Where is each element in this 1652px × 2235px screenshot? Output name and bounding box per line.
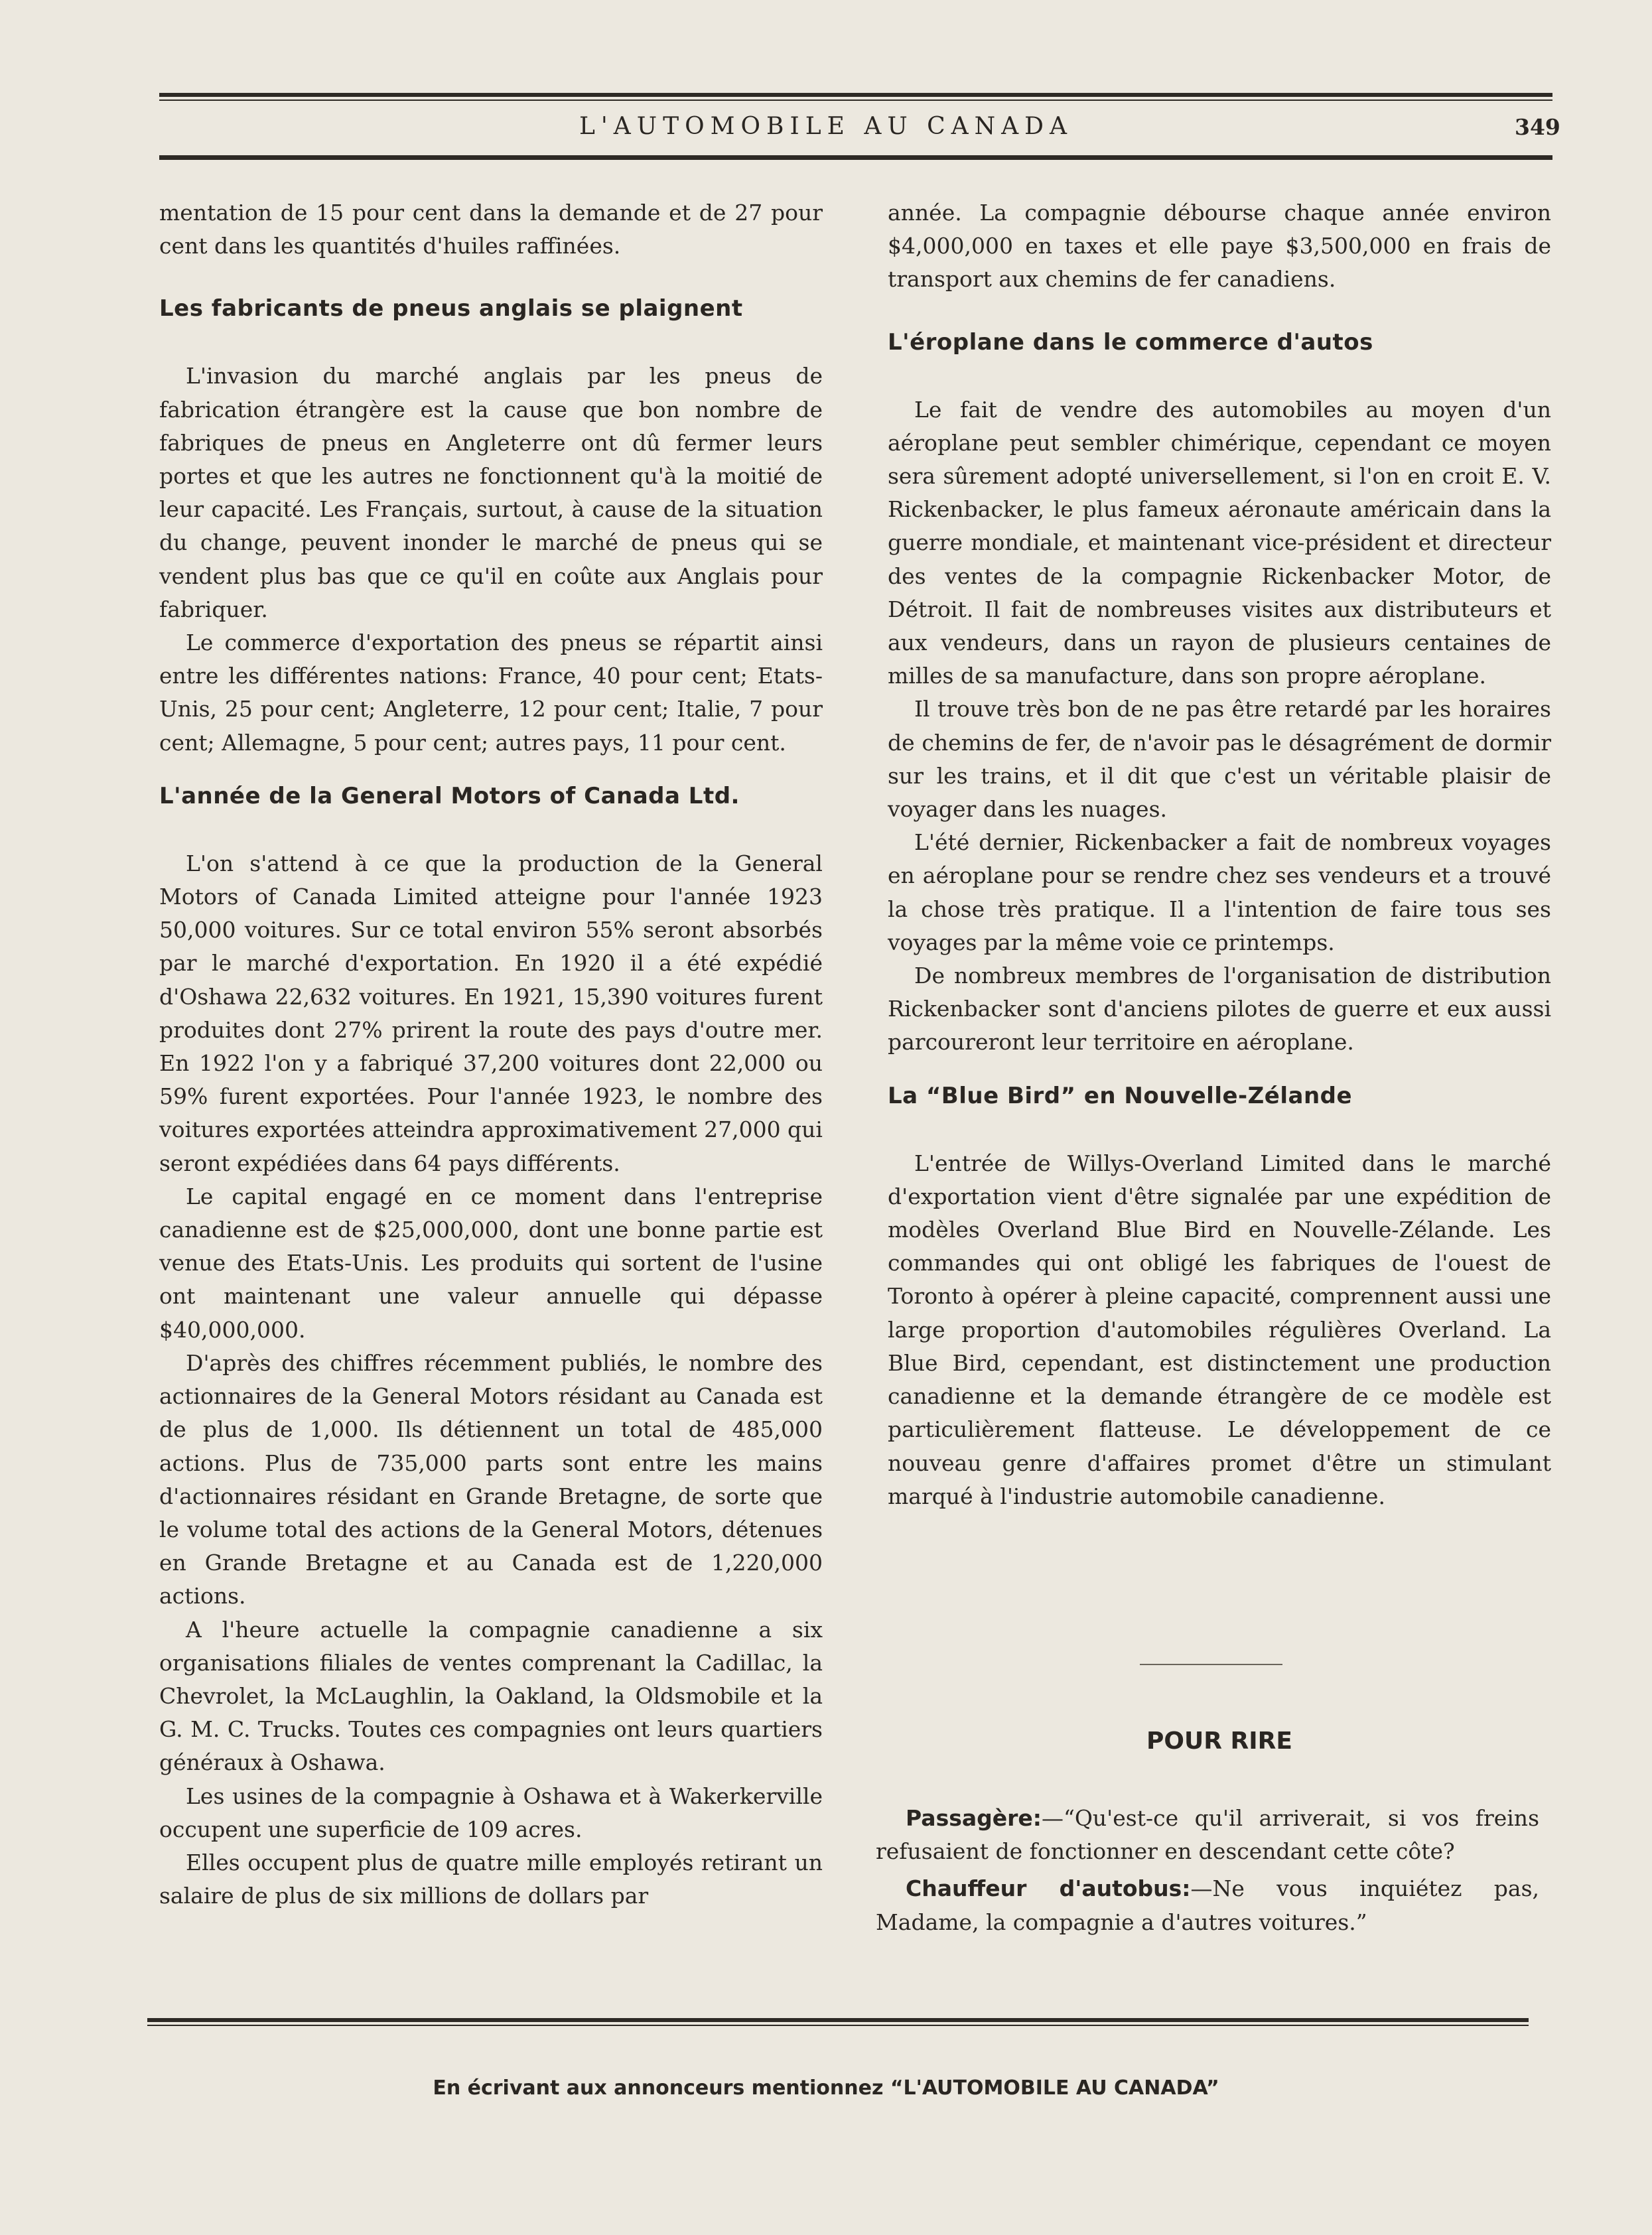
paragraph: L'été dernier, Rickenbacker a fait de nombreux voyages en aéroplane pour se rendre chez ses vendeurs et a trouvé la chose très pratique. Il a l'intention de faire tous ses voyages par la même voie ce printemps. [888,829,1551,955]
heading-blue-bird: La “Blue Bird” en Nouvelle-Zélande [888,1082,1353,1109]
joke-line [876,1872,1539,1938]
footer-thin-rule [147,2025,1529,2026]
paragraph: De nombreux membres de l'organisation de distribution Rickenbacker sont d'anciens pilotes de guerre et eux aussi parcoureront leur territoire en aéroplane. [888,963,1551,1055]
paragraph: Il trouve très bon de ne pas être retardé par les horaires de chemins de fer, de n'avoir pas le désagrément de dormir sur les trains, et il dit que c'est un véritable plaisir de voyager dans les nuages. [888,696,1551,823]
joke-speaker: Chauffeur d'autobus: [906,1875,1191,1902]
section-divider [1140,1664,1282,1665]
heading-aeroplane: L'éroplane dans le commerce d'autos [888,328,1373,356]
header-top-thin-rule [159,100,1552,101]
heading-pour-rire: POUR RIRE [1146,1727,1292,1755]
header-top-rule [159,93,1552,97]
footer-notice: En écrivant aux annonceurs mentionnez “L'AUTOMOBILE AU CANADA” [433,2076,1219,2100]
heading-pneus-anglais: Les fabricants de pneus anglais se plaignent [159,295,743,322]
paragraph: D'après des chiffres récemment publiés, le nombre des actionnaires de la General Motors résidant au Canada est de plus de 1,000. Ils détiennent un total de 485,000 actions. Plus de 735,000 parts sont entre les mains d'actionnaires résidant en Grande Bretagne, de sorte que le volume total des actions de la General Motors, détenues en Grande Bretagne et au Canada est de 1,220,000 actions. [159,1349,823,1609]
heading-general-motors: L'année de la General Motors of Canada Ltd. [159,782,740,809]
right-intro-paragraph: année. La compagnie débourse chaque année environ $4,000,000 en taxes et elle paye $3,500,000 en frais de transport aux chemins de fer canadiens. [888,200,1551,293]
paragraph: Le capital engagé en ce moment dans l'entreprise canadienne est de $25,000,000, dont une bonne partie est venue des Etats-Unis. Les produits qui sortent de l'usine ont maintenant une valeur annuelle qui dépasse $40,000,000. [159,1183,823,1343]
paragraph: L'on s'attend à ce que la production de la General Motors of Canada Limited atteigne pour l'année 1923 50,000 voitures. Sur ce total environ 55% seront absorbés par le marché d'exportation. En 1920 il a été expédié d'Oshawa 22,632 voitures. En 1921, 15,390 voitures furent produites dont 27% prirent la route des pays d'outre mer. En 1922 l'on y a fabriqué 37,200 voitures dont 22,000 ou 59% furent exportées. Pour l'année 1923, le nombre des voitures exportées atteindra approximativement 27,000 qui seront expédiées dans 64 pays différents. [159,850,823,1176]
footer-rule [147,2018,1529,2022]
paragraph: L'invasion du marché anglais par les pneus de fabrication étrangère est la cause que bon nombre de fabriques de pneus en Angleterre ont dû fermer leurs portes et que les autres ne fonctionnent qu'à la moitié de leur capacité. Les Français, surtout, à cause de la situation du change, peuvent inonder le marché de pneus qui se vendent plus bas que ce qu'il en coûte aux Anglais pour fabriquer. [159,363,823,622]
left-intro-paragraph: mentation de 15 pour cent dans la demande et de 27 pour cent dans les quantités d'huiles raffinées. [159,200,823,259]
paragraph: Le fait de vendre des automobiles au moyen d'un aéroplane peut sembler chimérique, cependant ce moyen sera sûrement adopté universellement, si l'on en croit E. V. Rickenbacker, le plus fameux aéronaute américain dans la guerre mondiale, et maintenant vice-président et directeur des ventes de la compagnie Rickenbacker Motor, de Détroit. Il fait de nombreuses visites aux distributeurs et aux vendeurs, dans un rayon de plusieurs centaines de milles de sa manufacture, dans son propre aéroplane. [888,396,1551,689]
joke-block [876,1802,1539,1943]
paragraph: Elles occupent plus de quatre mille employés retirant un salaire de plus de six millions de dollars par [159,1849,823,1909]
running-head-title: L'AUTOMOBILE AU CANADA [579,113,1073,140]
joke-text: —“Qu'est-ce qu'il arriverait, si vos freins refusaient de fonctionner en descendant cette côte? [876,1805,1539,1865]
header-bottom-rule [159,155,1552,160]
joke-speaker: Passagère: [906,1805,1042,1831]
joke-text: —Ne vous inquiétez pas, Madame, la compagnie a d'autres voitures.” [876,1875,1539,1935]
paragraph: L'entrée de Willys-Overland Limited dans le marché d'exportation vient d'être signalée par une expédition de modèles Overland Blue Bird en Nouvelle-Zélande. Les commandes qui ont obligé les fabriques de l'ouest de Toronto à opérer à pleine capacité, comprennent aussi une large proportion d'automobiles régulières Overland. La Blue Bird, cependant, est distinctement une production canadienne et la demande étrangère de ce modèle est particulièrement flatteuse. Le développement de ce nouveau genre d'affaires promet d'être un stimulant marqué à l'industrie automobile canadienne. [888,1150,1551,1509]
paragraph: A l'heure actuelle la compagnie canadienne a six organisations filiales de ventes comprenant la Cadillac, la Chevrolet, la McLaughlin, la Oakland, la Oldsmobile et la G. M. C. Trucks. Toutes ces compagnies ont leurs quartiers généraux à Oshawa. [159,1616,823,1776]
paragraph: Les usines de la compagnie à Oshawa et à Wakerkerville occupent une superficie de 109 acres. [159,1783,823,1842]
left-column [159,196,823,1913]
joke-line [876,1802,1539,1868]
page-number: 349 [1515,114,1560,140]
right-column [888,196,1551,1513]
paragraph: Le commerce d'exportation des pneus se répartit ainsi entre les différentes nations: France, 40 pour cent; Etats-Unis, 25 pour cent; Angleterre, 12 pour cent; Italie, 7 pour cent; Allemagne, 5 pour cent; autres pays, 11 pour cent. [159,630,823,756]
